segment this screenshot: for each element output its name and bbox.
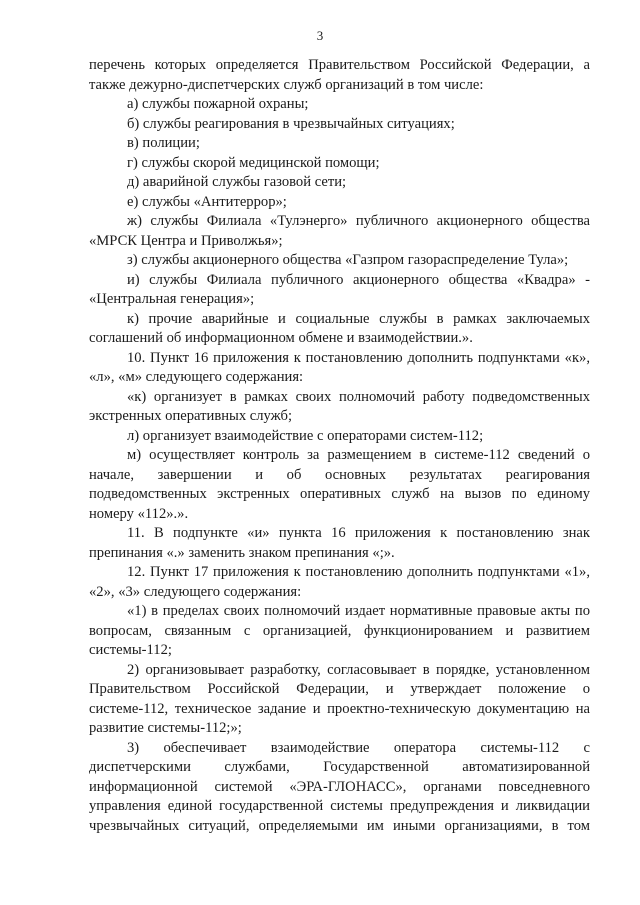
page-number: 3	[316, 28, 324, 43]
list-item-k: к) прочие аварийные и социальные службы в рамках заключаемых соглашений об информационном обмене и взаимодействии.».	[89, 310, 590, 346]
paragraph-item-11: 11. В подпункте «и» пункта 16 приложения к постановлению знак препинания «.» заменить знаком препинания «;».	[89, 525, 590, 561]
document-body	[89, 56, 590, 836]
list-item-g: г) службы скорой медицинской помощи;	[127, 154, 380, 171]
list-item-zh: ж) службы Филиала «Тулэнерго» публичного акционерного общества «МРСК Центра и Приволжья»;	[89, 213, 590, 249]
list-item-b: б) службы реагирования в чрезвычайных ситуациях;	[127, 115, 455, 132]
subitem-k: «к) организует в рамках своих полномочий работу подведомственных экстренных оперативных служб;	[89, 388, 590, 424]
subitem-3: 3) обеспечивает взаимодействие оператора системы-112 с диспетчерскими службами, Государственной автоматизированной информационной системой «ЭРА-ГЛОНАСС», органами повседневного управления единой государственной системы предупреждения и ликвидации чрезвычайных ситуаций, определяемыми им иными организациями, в том	[89, 739, 590, 834]
subitem-2: 2) организовывает разработку, согласовывает в порядке, установленном Правительством Российской Федерации, и утверждает положение о системе-112, техническое задание и проектно-техническую документацию на развитие системы-112;»;	[89, 661, 590, 736]
paragraph-item-12: 12. Пункт 17 приложения к постановлению дополнить подпунктами «1», «2», «3» следующего содержания:	[89, 564, 590, 600]
paragraph-1: перечень которых определяется Правительством Российской Федерации, а также дежурно-диспетчерских служб организаций в том числе:	[89, 57, 590, 93]
paragraph-item-10: 10. Пункт 16 приложения к постановлению дополнить подпунктами «к», «л», «м» следующего содержания:	[89, 349, 590, 385]
list-item-e: е) службы «Антитеррор»;	[127, 193, 287, 210]
subitem-m: м) осуществляет контроль за размещением в системе-112 сведений о начале, завершении и об основных результатах реагирования подведомственных экстренных оперативных служб на вызов по единому номеру «112».».	[89, 447, 590, 522]
list-item-d: д) аварийной службы газовой сети;	[127, 174, 347, 190]
list-item-v: в) полиции;	[127, 135, 200, 151]
subitem-l: л) организует взаимодействие с операторами систем-112;	[127, 427, 484, 444]
list-item-a: а) службы пожарной охраны;	[127, 96, 309, 112]
list-item-z: з) службы акционерного общества «Газпром газораспределение Тула»;	[127, 252, 569, 268]
subitem-1: «1) в пределах своих полномочий издает нормативные правовые акты по вопросам, связанным с организацией, функционированием и развитием системы-112;	[89, 603, 590, 658]
list-item-i: и) службы Филиала публичного акционерного общества «Квадра» - «Центральная генерация»;	[89, 271, 590, 307]
